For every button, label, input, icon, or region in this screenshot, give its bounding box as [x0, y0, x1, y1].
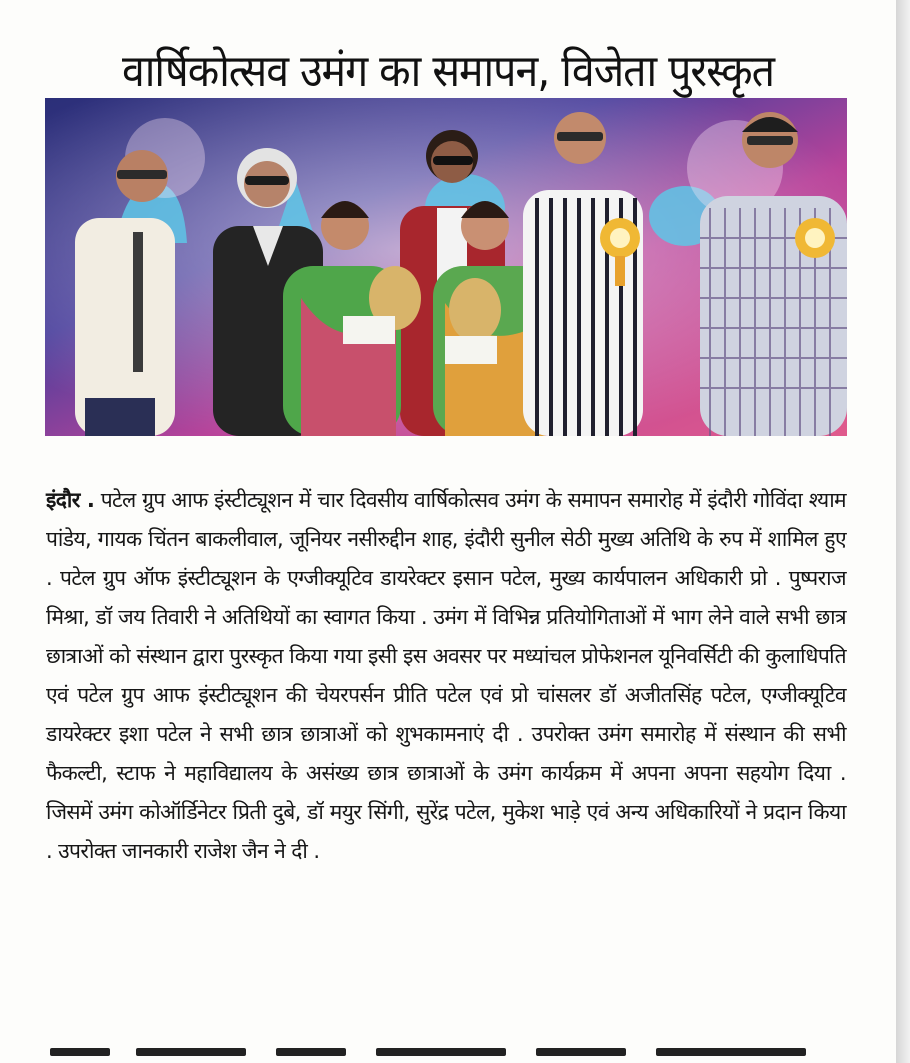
- article-body: [46, 481, 846, 871]
- article-dateline: इंदौर .: [46, 488, 95, 512]
- headline: वार्षिकोत्सव उमंग का समापन, विजेता पुरस्कृत: [121, 45, 775, 98]
- next-headline-fragment: [46, 1048, 846, 1063]
- article-text: पटेल ग्रुप आफ इंस्टीट्यूशन में चार दिवसीय वार्षिकोत्सव उमंग के समापन समारोह में इंदौरी गोविंदा श्याम पांडेय, गायक चिंतन बाकलीवाल, जूनियर नसीरुद्दीन शाह, इंदौरी सुनील सेठी मुख्य अतिथि के रुप में शामिल हुए . पटेल ग्रुप ऑफ इंस्टीट्यूशन के एग्जीक्यूटिव डायरेक्टर इसान पटेल, मुख्य कार्यपालन अधिकारी प्रो . पुष्पराज मिश्रा, डॉ जय तिवारी ने अतिथियों का स्वागत किया . उमंग में विभिन्न प्रतियोगिताओं में भाग लेने वाले सभी छात्र छात्राओं को संस्थान द्वारा पुरस्कृत किया गया इसी इस अवसर पर मध्यांचल प्रोफेशनल यूनिवर्सिटी की कुलाधिपति एवं पटेल ग्रुप आफ इंस्टीट्यूशन की चेयरपर्सन प्रीति पटेल एवं प्रो चांसलर डॉ अजीतसिंह पटेल, एग्जीक्यूटिव डायरेक्टर इशा पटेल ने सभी छात्र छात्राओं को शुभकामनाएं दी . उपरोक्त उमंग समारोह में संस्थान की सभी फैकल्टी, स्टाफ ने महाविद्यालय के असंख्य छात्र छात्राओं के उमंग कार्यक्रम में अपना अपना सहयोग दिया . जिसमें उमंग कोऑर्डिनेटर प्रिती दुबे, डॉ मयुर सिंगी, सुरेंद्र पटेल, मुकेश भाड़े एवं अन्य अधिकारियों ने प्रदान किया . उपरोक्त जानकारी राजेश जैन ने दी .: [46, 488, 847, 863]
- event-photo: [45, 98, 847, 436]
- page-edge: [896, 0, 910, 1063]
